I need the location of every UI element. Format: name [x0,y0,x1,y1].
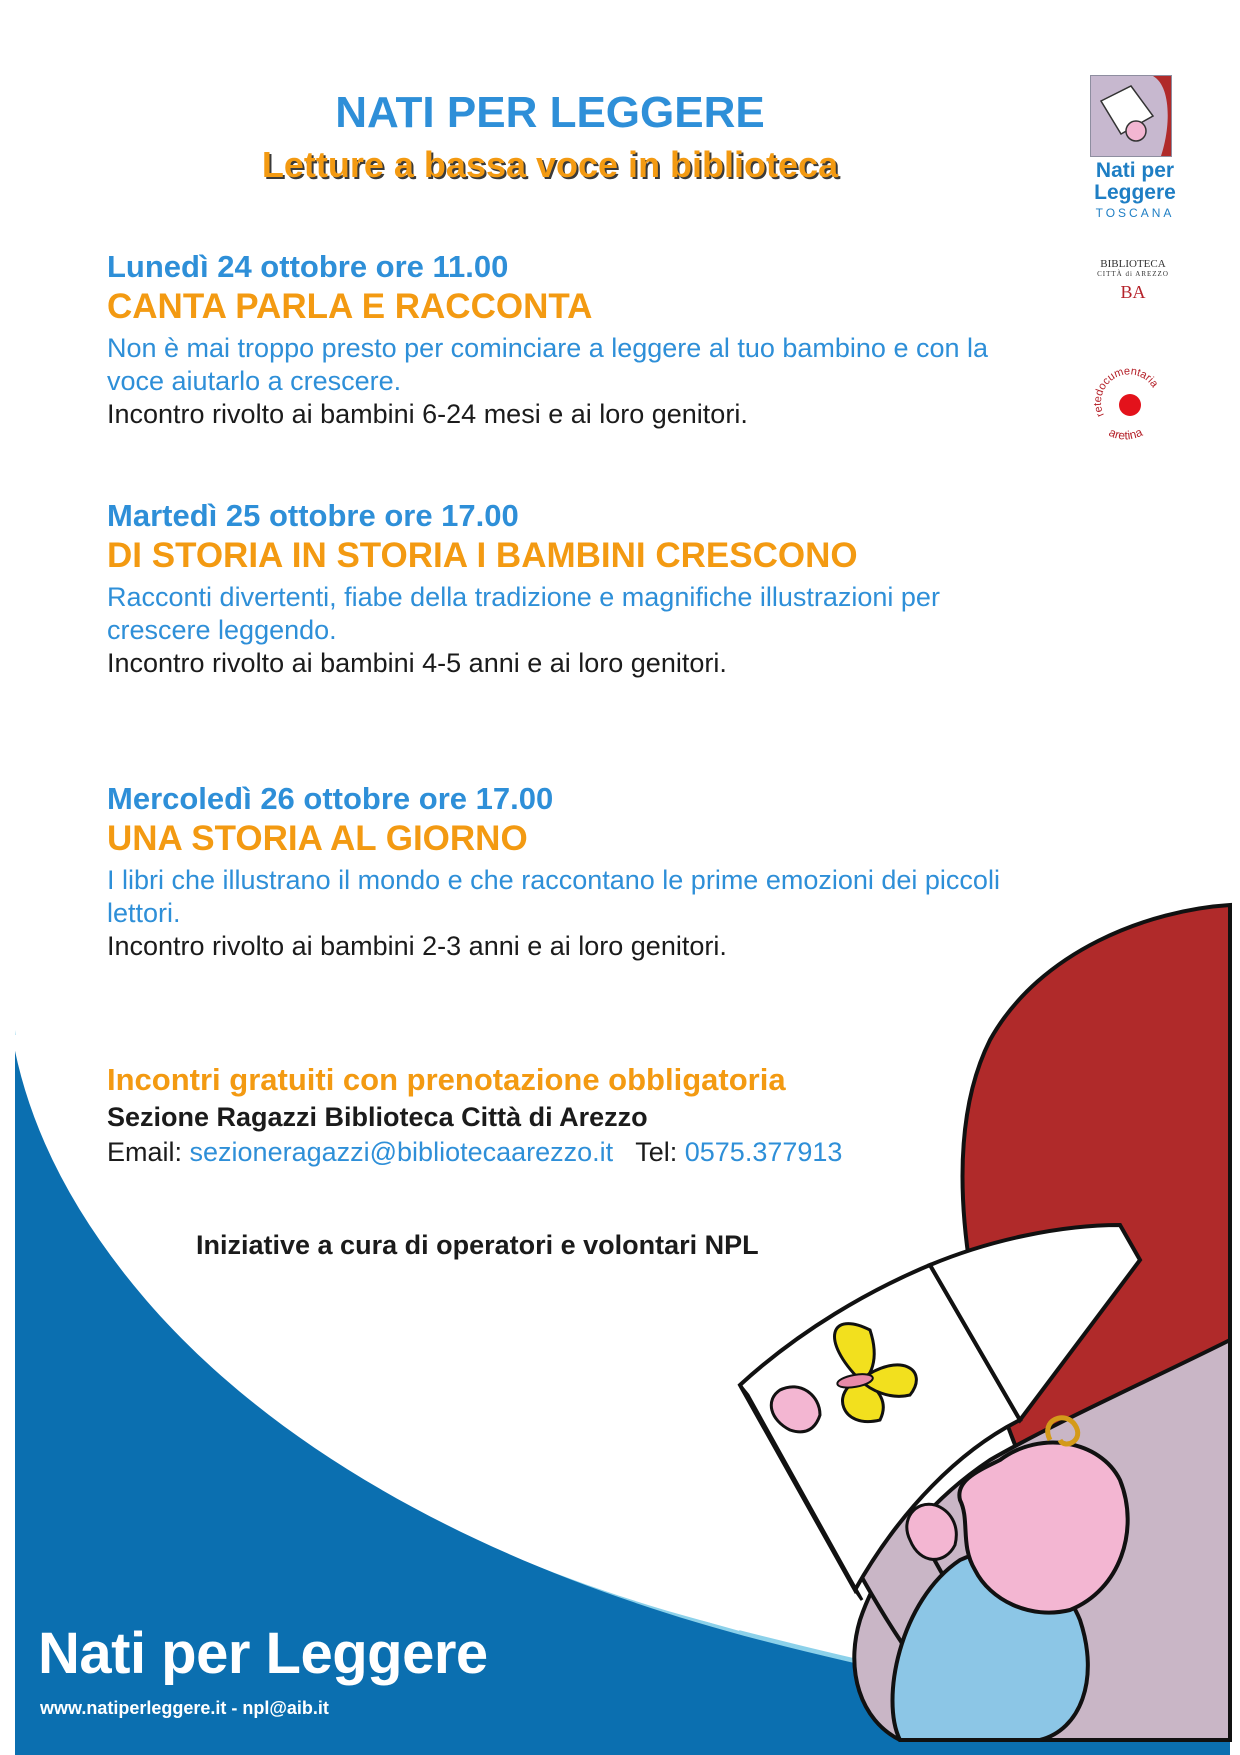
tel-label: Tel: [635,1137,678,1167]
rete-logo-text: retedocumentaria [1091,365,1161,419]
tel-link[interactable]: 0575.377913 [684,1137,843,1167]
footer-brand: Nati per Leggere [38,1621,488,1686]
footer-website[interactable]: www.natiperleggere.it - npl@aib.it [40,1698,329,1718]
contact-line [107,1134,1007,1170]
initiatives-note: Iniziative a cura di operatori e volontari NPL [196,1230,759,1260]
email-label: Email: [107,1137,183,1167]
event-date: Mercoledì 26 ottobre ore 17.00 [107,781,554,816]
rete-documentaria-logo [1090,365,1170,455]
biblioteca-logo-mark: BA [1120,282,1146,302]
event-3 [107,780,1027,963]
event-2 [107,497,1027,680]
event-date: Lunedì 24 ottobre ore 11.00 [107,249,509,284]
organization-name: Sezione Ragazzi Biblioteca Città di Arezzo [107,1102,648,1132]
npl-logo-text [1085,160,1185,204]
page-subtitle: Letture a bassa voce in biblioteca [261,144,839,185]
contact-block [107,1060,1007,1170]
event-date: Martedì 25 ottobre ore 17.00 [107,498,519,533]
event-1 [107,248,1027,431]
event-title: UNA STORIA AL GIORNO [107,819,528,858]
event-title: CANTA PARLA E RACCONTA [107,287,593,326]
page-title: NATI PER LEGGERE [335,88,765,137]
event-title: DI STORIA IN STORIA I BAMBINI CRESCONO [107,536,858,575]
booking-heading: Incontri gratuiti con prenotazione obbligatoria [107,1062,786,1097]
event-description: Racconti divertenti, fiabe della tradizione e magnifiche illustrazioni per crescere leggendo. [107,582,940,645]
biblioteca-arezzo-logo [1088,258,1178,303]
npl-logo-line1: Nati per [1095,159,1175,182]
nati-per-leggere-logo [1090,75,1172,157]
npl-logo-line2: Leggere [1094,181,1176,204]
svg-text:aretina [1107,425,1145,443]
reading-child-icon [1091,76,1171,156]
event-target: Incontro rivolto ai bambini 2-3 anni e ai loro genitori. [107,931,727,961]
event-description: I libri che illustrano il mondo e che raccontano le prime emozioni dei piccoli lettori. [107,865,1000,928]
event-description: Non è mai troppo presto per cominciare a leggere al tuo bambino e con la voce aiutarlo a crescere. [107,333,989,396]
biblioteca-logo-city: CITTÀ di AREZZO [1097,270,1169,278]
event-target: Incontro rivolto ai bambini 4-5 anni e ai loro genitori. [107,648,727,678]
rete-logo-subtext: aretina [1106,424,1145,443]
npl-logo-region: TOSCANA [1095,206,1175,220]
baby-head [959,1443,1127,1613]
email-link[interactable]: sezioneragazzi@bibliotecaarezzo.it [189,1137,614,1167]
event-target: Incontro rivolto ai bambini 6-24 mesi e ai loro genitori. [107,399,748,429]
biblioteca-logo-title: BIBLIOTECA [1100,258,1166,270]
